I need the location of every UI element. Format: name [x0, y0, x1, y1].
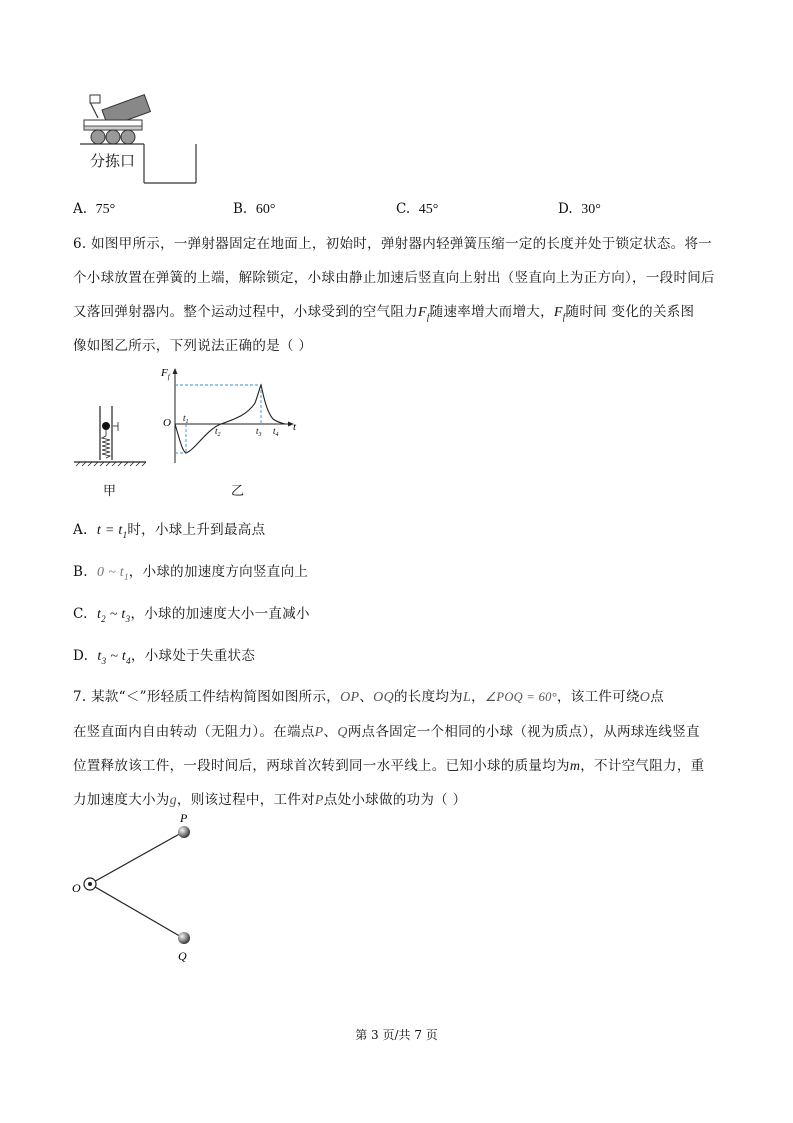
label-p: P — [180, 811, 188, 825]
tick-t2: $t_2$ — [215, 426, 221, 438]
q6-stem-line3: 又落回弹射器内。整个运动过程中，小球受到的空气阻力$F_f$随速率增大而增大，$F_f$随时间 变化的关系图 — [73, 304, 695, 322]
q7-stem-line2: 在竖直面内自由转动（无阻力）。在端点P、Q两点各固定一个相同的小球（视为质点），从两球连线竖直 — [73, 724, 700, 740]
label-q: Q — [178, 949, 187, 963]
ff-curve — [175, 385, 285, 453]
q6-option-b[interactable]: B. 0 ~ $t_1$，小球的加速度方向竖直向上 — [73, 564, 309, 582]
q7-stem-line3: 位置释放该工件，一段时间后，两球首次转到同一水平线上。已知小球的质量均为m，不计空气阻力，重 — [73, 758, 705, 774]
tick-t4: $t_4$ — [273, 426, 279, 438]
ff-symbol: $F_f$ — [418, 305, 430, 322]
rod-oq — [90, 884, 183, 938]
q7-stem-line4: 力加速度大小为g，则该过程中，工件对P点处小球做的功为（ ） — [73, 792, 467, 808]
ball-q — [178, 932, 190, 944]
wheel — [106, 130, 120, 144]
axis-y-label: $F_f$ — [161, 367, 170, 381]
ball-p — [178, 826, 190, 838]
q5-option-a[interactable]: A. 75° — [73, 201, 116, 217]
label-o: O — [72, 881, 81, 895]
q5-option-d[interactable]: D. 30° — [558, 201, 601, 217]
rod-op — [90, 832, 183, 884]
wheel — [121, 130, 135, 144]
wheel — [91, 130, 105, 144]
sorting-exit-label: 分拣口 — [90, 152, 136, 170]
tick-t1: $t_1$ — [183, 413, 189, 425]
math-expr: $t_3$ ~ $t_4$ — [97, 649, 131, 666]
q5-option-c[interactable]: C. 45° — [396, 201, 439, 217]
ff-t-graph — [155, 363, 305, 473]
q6-stem-line4: 像如图乙所示，下列说法正确的是（ ） — [73, 338, 313, 354]
axis-x-label: t — [293, 421, 297, 433]
q6-stem-line2: 个小球放置在弹簧的上端，解除锁定，小球由静止加速后竖直向上射出（竖直向上为正方向），一段时间后 — [73, 270, 715, 286]
q6-option-d[interactable]: D. $t_3$ ~ $t_4$，小球处于失重状态 — [73, 648, 256, 666]
workpiece-figure — [66, 810, 206, 970]
math-expr: $t = t_1$ — [96, 523, 128, 540]
math-expr: $t_2$ ~ $t_3$ — [96, 607, 131, 624]
q7-stem-line1: 7. 某款“＜”形轻质工件结构简图如图所示，OP、OQ的长度均为L，∠POQ = 60°，该工件可绕O点 — [73, 689, 665, 705]
q6-option-c[interactable]: C. $t_2$ ~ $t_3$，小球的加速度大小一直减小 — [73, 606, 310, 624]
q6-option-a[interactable]: A. $t = t_1$时，小球上升到最高点 — [73, 522, 266, 540]
figure-yi-label: 乙 — [231, 484, 245, 499]
q5-option-b[interactable]: B. 60° — [233, 201, 276, 217]
origin-label: O — [163, 417, 171, 429]
sorting-cart-figure — [78, 88, 208, 188]
launcher-figure — [70, 400, 150, 472]
tick-t3: $t_3$ — [256, 426, 262, 438]
ff-symbol: $F_f$ — [553, 305, 566, 322]
spring — [102, 436, 110, 458]
page-footer: 第 3 页/共 7 页 — [355, 1028, 438, 1042]
ball — [102, 422, 110, 430]
figure-jia-label: 甲 — [103, 484, 117, 499]
math-expr: 0 ~ $t_1$ — [97, 565, 129, 582]
q6-stem-line1: 6. 如图甲所示，一弹射器固定在地面上，初始时，弹射器内轻弹簧压缩一定的长度并处于锁定状态。将一 — [73, 236, 713, 252]
